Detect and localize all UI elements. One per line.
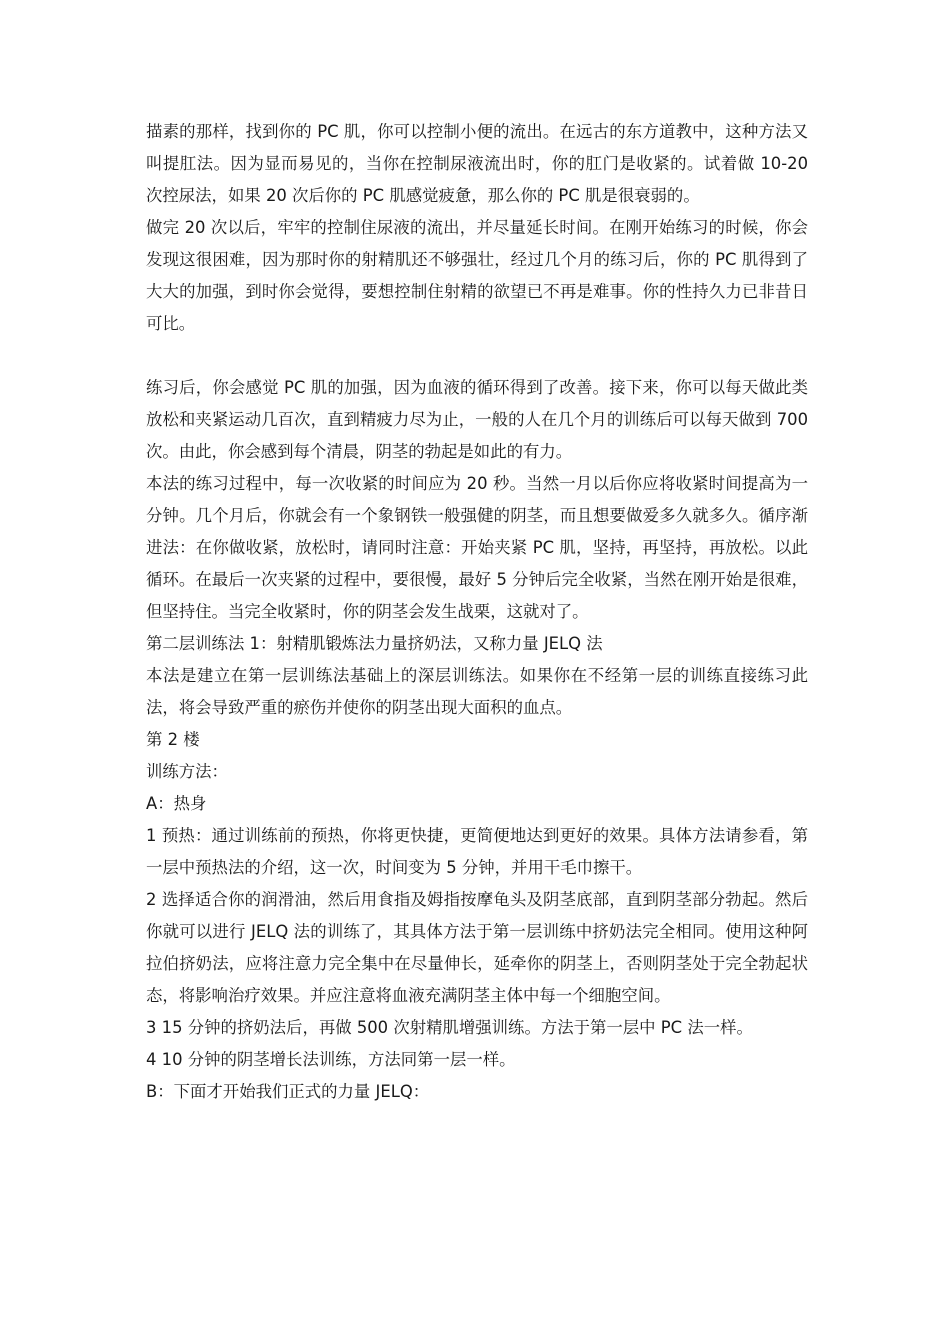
step-2-lubricant: 2 选择适合你的润滑油，然后用食指及姆指按摩龟头及阴茎底部，直到阴茎部分勃起。然后你就可以进行 JELQ 法的训练了，其具体方法于第一层训练中挤奶法完全相同。使用这种阿拉伯挤奶法，应将注意力完全集中在尽量伸长，延牵你的阴茎上，否则阴茎处于完全勃起状态，将影响治疗效果。并应注意将血液充满阴茎主体中每一个细胞空间。 xyxy=(146,890,808,1005)
step-1-preheat: 1 预热：通过训练前的预热，你将更快捷，更简便地达到更好的效果。具体方法请参看，第一层中预热法的介绍，这一次，时间变为 5 分钟，并用干毛巾擦干。 xyxy=(146,826,808,877)
paragraph-after-practice: 练习后，你会感觉 PC 肌的加强，因为血液的循环得到了改善。接下来，你可以每天做此类放松和夹紧运动几百次，直到精疲力尽为止，一般的人在几个月的训练后可以每天做到 700 次。由此，你会感到每个清晨，阴茎的勃起是如此的有力。 xyxy=(146,378,808,461)
step-3-milking: 3 15 分钟的挤奶法后，再做 500 次射精肌增强训练。方法于第一层中 PC 法一样。 xyxy=(146,1018,753,1037)
floor-label: 第 2 楼 xyxy=(146,730,200,749)
paragraph-hold-urine: 做完 20 次以后，牢牢的控制住尿液的流出，并尽量延长时间。在刚开始练习的时候，你会发现这很困难，因为那时你的射精肌还不够强壮，经过几个月的练习后，你的 PC 肌得到了大大的加强，到时你会觉得，要想控制住射精的欲望已不再是难事。你的性持久力已非昔日可比。 xyxy=(146,218,808,333)
blank-line xyxy=(146,340,808,372)
warmup-heading: A：热身 xyxy=(146,794,207,813)
paragraph-practice-duration: 本法的练习过程中，每一次收紧的时间应为 20 秒。当然一月以后你应将收紧时间提高为一分钟。几个月后，你就会有一个象钢铁一般强健的阴茎，而且想要做爱多久就多久。循序渐进法：在你做收紧，放松时，请同时注意：开始夹紧 PC 肌，坚持，再坚持，再放松。以此循环。在最后一次夹紧的过程中，要很慢，最好 5 分钟后完全收紧，当然在刚开始是很难，但坚持住。当完全收紧时，你的阴茎会发生战栗，这就对了。 xyxy=(146,474,808,621)
step-4-growth: 4 10 分钟的阴茎增长法训练，方法同第一层一样。 xyxy=(146,1050,516,1069)
paragraph-pc-muscle-intro: 描素的那样，找到你的 PC 肌，你可以控制小便的流出。在远古的东方道教中，这种方法又叫提肛法。因为显而易见的，当你在控制尿液流出时，你的肛门是收紧的。试着做 10-20 次控尿法，如果 20 次后你的 PC 肌感觉疲惫，那么你的 PC 肌是很衰弱的。 xyxy=(146,122,808,205)
paragraph-level-two-intro: 本法是建立在第一层训练法基础上的深层训练法。如果你在不经第一层的训练直接练习此法，将会导致严重的瘀伤并使你的阴茎出现大面积的血点。 xyxy=(146,666,808,717)
jelq-heading: B：下面才开始我们正式的力量 JELQ： xyxy=(146,1082,430,1101)
section-heading-level-two: 第二层训练法 1：射精肌锻炼法力量挤奶法，又称力量 JELQ 法 xyxy=(146,634,603,653)
training-method-label: 训练方法： xyxy=(146,762,228,781)
document-body xyxy=(146,116,808,1108)
